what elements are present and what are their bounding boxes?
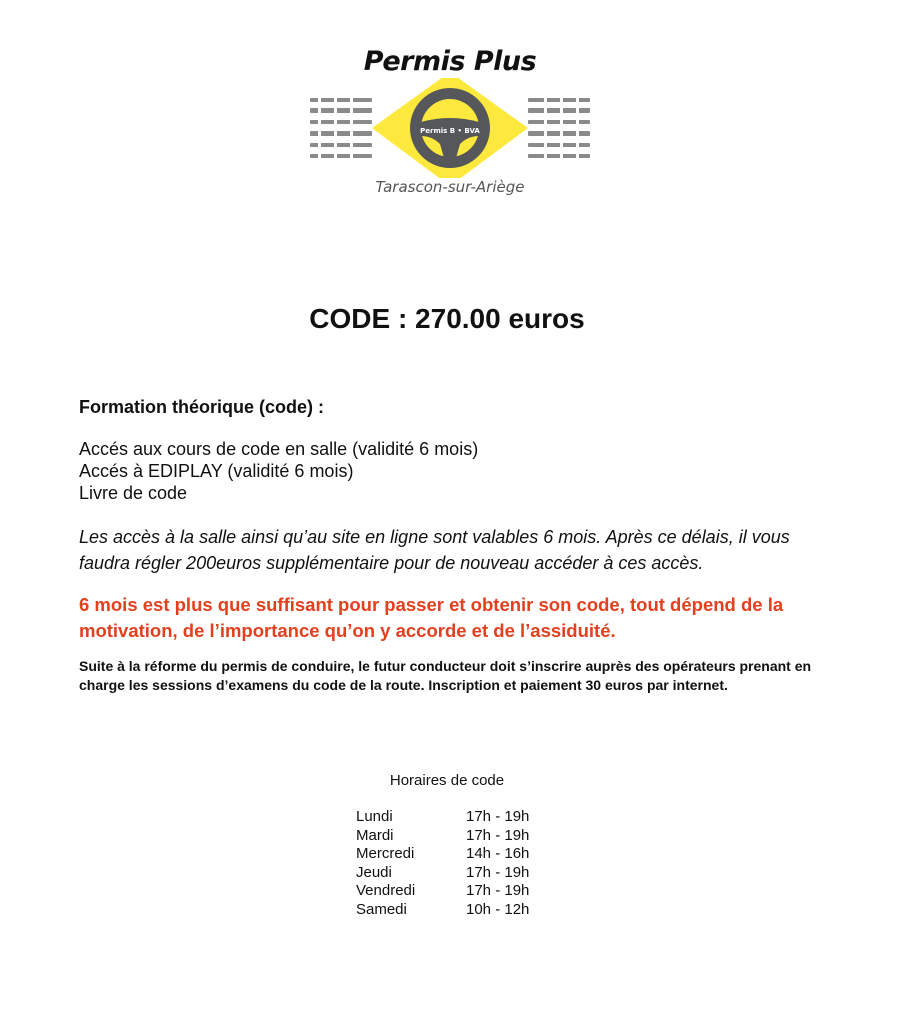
schedule-day: Samedi: [356, 900, 407, 918]
reform-notice: Suite à la réforme du permis de conduire, le futur conducteur doit s’inscrire auprès des opérateurs prenant en charge les sessions d’examens du code de la route. Inscription et paiement 30 euros par internet.: [79, 658, 812, 693]
schedule-hours: 17h - 19h: [466, 863, 530, 881]
schedule-day: Mercredi: [356, 845, 415, 862]
table-row: [356, 882, 556, 901]
schedule-hours: 17h - 19h: [466, 808, 530, 825]
tire-track-left-icon: [310, 97, 372, 159]
motivation-highlight: 6 mois est plus que suffisant pour passer et obtenir son code, tout dépend de la motivation, de l’importance qu’on y accorde et de l’assiduité.: [79, 594, 784, 641]
table-row: [356, 808, 556, 827]
table-row: [356, 827, 556, 846]
formation-heading: Formation théorique (code) :: [79, 397, 324, 417]
schedule-table: [356, 808, 556, 919]
logo-city: Tarascon-sur-Ariège: [375, 178, 525, 196]
table-row: [356, 845, 556, 864]
steering-wheel-logo-icon: [300, 78, 600, 178]
access-list: [79, 438, 819, 504]
tire-track-right-icon: [528, 97, 590, 159]
page-title: CODE : 270.00 euros: [309, 303, 585, 334]
svg-text:Permis B • BVA: Permis B • BVA: [420, 127, 480, 135]
schedule-day: Jeudi: [356, 863, 392, 881]
schedule-hours: 17h - 19h: [466, 826, 530, 844]
validity-note: Les accès à la salle ainsi qu’au site en ligne sont valables 6 mois. Après ce délais, il vous faudra régler 200euros supplémentaire pour de nouveau accéder à ces accès.: [79, 527, 790, 573]
schedule-hours: 14h - 16h: [466, 845, 530, 862]
schedule-hours: 10h - 12h: [466, 900, 530, 918]
schedule-day: Vendredi: [356, 882, 416, 899]
table-row: [356, 901, 556, 920]
steering-wheel-icon: [410, 88, 490, 168]
logo: [300, 40, 600, 210]
schedule-hours: 17h - 19h: [466, 882, 530, 899]
schedule-day: Lundi: [356, 808, 393, 825]
logo-title: Permis Plus: [363, 46, 537, 77]
list-item: Accés à EDIPLAY (validité 6 mois): [79, 461, 354, 481]
schedule-title: Horaires de code: [389, 772, 505, 789]
list-item: Livre de code: [79, 483, 188, 503]
table-row: [356, 864, 556, 883]
list-item: Accés aux cours de code en salle (validité 6 mois): [79, 439, 479, 459]
schedule-day: Mardi: [356, 826, 394, 844]
